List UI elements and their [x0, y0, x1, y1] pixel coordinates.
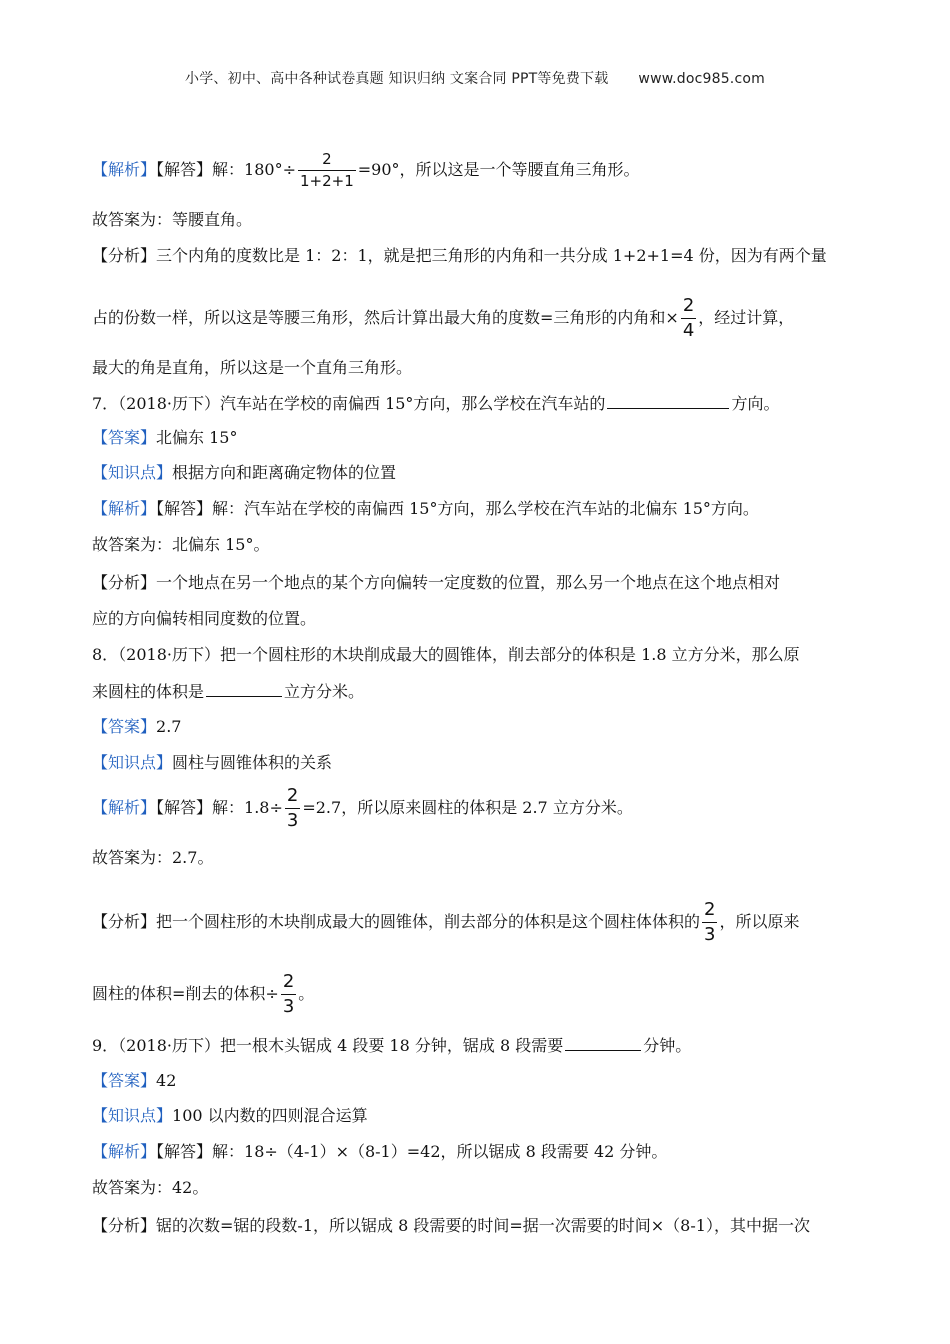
label-zhishidian: 【知识点】	[92, 753, 173, 772]
q7-answer-value: 北偏东 15°	[156, 428, 238, 447]
answer-blank[interactable]	[206, 678, 282, 697]
q8-stem-1: 8．（2018·历下）把一个圆柱形的木块削成最大的圆锥体，削去部分的体积是 1.8 立方分米，那么原	[92, 645, 800, 664]
label-jieda: 【解答】	[156, 798, 213, 817]
fraction	[681, 297, 696, 340]
label-jiexi: 【解析】	[92, 160, 157, 179]
q7-fenxi-text-1: 一个地点在另一个地点的某个方向偏转一定度数的位置，那么另一个地点在这个地点相对	[156, 573, 781, 592]
fraction-denominator: 3	[286, 810, 299, 831]
q8-fenxi-text-2-post: 。	[298, 984, 315, 1003]
fraction	[702, 901, 717, 944]
fraction-denominator: 1+2+1	[299, 172, 354, 190]
q8-knowledge-value: 圆柱与圆锥体积的关系	[172, 753, 333, 772]
q6-fenxi-2	[92, 296, 872, 340]
q9-fenxi-text-1: 锯的次数=锯的段数-1，所以锯成 8 段需要的时间=据一次需要的时间×（8-1），其中据一次	[156, 1216, 810, 1235]
label-jiexi: 【解析】	[92, 499, 157, 518]
label-jieda: 【解答】	[156, 1142, 213, 1161]
q7-fenxi-2: 应的方向偏转相同度数的位置。	[92, 609, 317, 628]
fraction-denominator: 3	[282, 996, 295, 1017]
label-jieda: 【解答】	[156, 160, 213, 179]
q7-stem	[92, 390, 872, 417]
fraction-numerator: 2	[281, 973, 296, 995]
q6-fenxi-3: 最大的角是直角，所以这是一个直角三角形。	[92, 358, 413, 377]
q8-answer-line: 故答案为：2.7。	[92, 848, 214, 867]
label-fenxi: 【分析】	[92, 246, 157, 265]
label-daan: 【答案】	[92, 717, 157, 736]
q6-jiexi-text-pre: 解：180°÷	[212, 160, 296, 179]
q7-jiexi-text: 解：汽车站在学校的南偏西 15°方向，那么学校在汽车站的北偏东 15°方向。	[212, 499, 759, 518]
q7-knowledge	[92, 460, 872, 486]
q8-fenxi-text-2-pre: 圆柱的体积=削去的体积÷	[92, 984, 279, 1003]
label-jiexi: 【解析】	[92, 1142, 157, 1161]
fraction-numerator: 2	[702, 901, 717, 923]
fraction-numerator: 2	[681, 297, 696, 319]
q8-fenxi-2	[92, 972, 872, 1016]
q6-answer-line: 故答案为：等腰直角。	[92, 210, 253, 229]
fraction	[298, 152, 356, 189]
q7-stem-text-pre: 7．（2018·历下）汽车站在学校的南偏西 15°方向，那么学校在汽车站的	[92, 394, 606, 413]
label-fenxi: 【分析】	[92, 573, 157, 592]
q8-jiexi	[92, 786, 872, 830]
q7-fenxi-1	[92, 570, 872, 596]
q6-fenxi-1	[92, 243, 872, 269]
q9-answer-line: 故答案为：42。	[92, 1178, 209, 1197]
q7-stem-text-post: 方向。	[731, 394, 780, 413]
q7-answer-line: 故答案为：北偏东 15°。	[92, 535, 270, 554]
q9-stem	[92, 1032, 872, 1059]
label-daan: 【答案】	[92, 1071, 157, 1090]
q8-jiexi-text-pre: 解：1.8÷	[212, 798, 283, 817]
q8-stem-2	[92, 678, 872, 705]
header-slogan: 小学、初中、高中各种试卷真题 知识归纳 文案合同 PPT等免费下载	[185, 71, 609, 87]
fraction-numerator: 2	[298, 152, 356, 171]
q9-jiexi-text: 解：18÷（4-1）×（8-1）=42，所以锯成 8 段需要 42 分钟。	[212, 1142, 668, 1161]
q9-answer	[92, 1068, 872, 1094]
q8-stem-text-pre: 来圆柱的体积是	[92, 682, 205, 701]
label-daan: 【答案】	[92, 428, 157, 447]
q8-fenxi-text-1-pre: 把一个圆柱形的木块削成最大的圆锥体，削去部分的体积是这个圆柱体体积的	[156, 912, 701, 931]
q9-jiexi	[92, 1139, 872, 1165]
label-jieda: 【解答】	[156, 499, 213, 518]
q8-fenxi-text-1-post: ，所以原来	[719, 912, 800, 931]
label-fenxi: 【分析】	[92, 1216, 157, 1235]
q9-fenxi-1	[92, 1213, 872, 1239]
q6-jiexi	[92, 152, 872, 189]
q9-knowledge-value: 100 以内数的四则混合运算	[172, 1106, 368, 1125]
fraction-numerator: 2	[285, 787, 300, 809]
q8-stem-text-post: 立方分米。	[284, 682, 365, 701]
header-website-link[interactable]: www.doc985.com	[638, 71, 765, 87]
fraction-denominator: 3	[704, 924, 716, 945]
q9-stem-text-post: 分钟。	[643, 1036, 692, 1055]
fraction	[281, 973, 296, 1016]
fraction-denominator: 4	[682, 320, 695, 341]
q7-answer	[92, 425, 872, 451]
label-fenxi: 【分析】	[92, 912, 157, 931]
q6-fenxi-text-1: 三个内角的度数比是 1：2：1，就是把三角形的内角和一共分成 1+2+1=4 份，因为有两个量	[156, 246, 827, 265]
fraction	[285, 787, 300, 830]
q9-stem-text-pre: 9．（2018·历下）把一根木头锯成 4 段要 18 分钟，锯成 8 段需要	[92, 1036, 564, 1055]
label-jiexi: 【解析】	[92, 798, 157, 817]
q8-fenxi-1	[92, 898, 872, 946]
q6-jiexi-text-post: =90°，所以这是一个等腰直角三角形。	[357, 160, 640, 179]
q9-answer-value: 42	[156, 1071, 177, 1090]
q6-fenxi-text-2-post: ，经过计算，	[698, 308, 795, 327]
answer-blank[interactable]	[607, 390, 729, 409]
label-zhishidian: 【知识点】	[92, 1106, 173, 1125]
page-header	[0, 68, 950, 88]
q8-jiexi-text-post: =2.7，所以原来圆柱的体积是 2.7 立方分米。	[302, 798, 633, 817]
q7-jiexi	[92, 496, 872, 522]
label-zhishidian: 【知识点】	[92, 463, 173, 482]
q6-fenxi-text-2-pre: 占的份数一样，所以这是等腰三角形，然后计算出最大角的度数=三角形的内角和×	[92, 308, 679, 327]
q8-knowledge	[92, 750, 872, 776]
q9-knowledge	[92, 1103, 872, 1129]
answer-blank[interactable]	[565, 1032, 641, 1051]
q8-answer	[92, 714, 872, 740]
q7-knowledge-value: 根据方向和距离确定物体的位置	[172, 463, 397, 482]
q8-answer-value: 2.7	[156, 717, 182, 736]
